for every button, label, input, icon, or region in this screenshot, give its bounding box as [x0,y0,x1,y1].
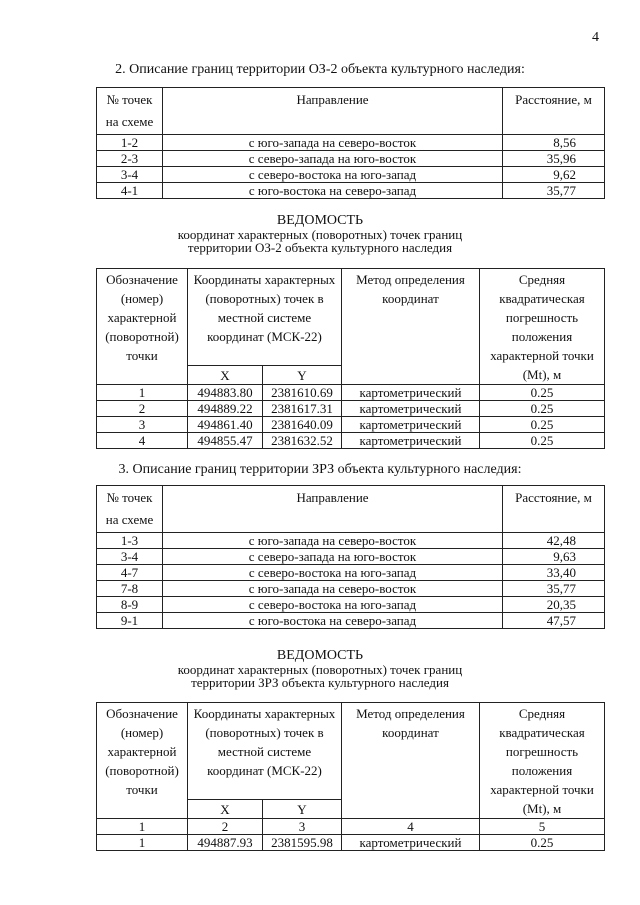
header-points: № точек на схеме [97,88,163,135]
cell-y: 2381610.69 [263,385,342,401]
table-row [97,417,605,433]
table-row [97,549,605,565]
cell-error: 0.25 [480,401,605,417]
cell-points: 3-4 [97,167,163,183]
header-points: № точек на схеме [97,486,163,533]
cell-y: 2381595.98 [263,835,342,851]
cell-distance: 9,63 [503,549,605,565]
vedomost-title: ВЕДОМОСТЬ [276,213,364,228]
cell-direction: с северо-востока на юго-запад [163,167,503,183]
header-direction: Направление [163,486,503,533]
cell-number: 1 [97,835,188,851]
cell-number: 1 [97,385,188,401]
cell-error: 0.25 [480,417,605,433]
header-error: Средняя квадратическая погрешность положения характерной точки (Mt), м [480,269,605,385]
section-2-segments-table [96,87,605,199]
section-2-coordinates-table [96,268,605,449]
header-coordinates: Координаты характерных (поворотных) точек в местной системе координат (МСК-22) [188,703,342,800]
section-3-coordinates-table [96,702,605,851]
cell-direction: с юго-запада на северо-восток [163,533,503,549]
cell-distance: 35,77 [503,183,605,199]
cell-method: картометрический [342,417,480,433]
vedomost-line-2: территории ОЗ-2 объекта культурного наследия [187,240,453,255]
page-number: 4 [592,30,599,45]
cell-direction: с юго-запада на северо-восток [163,581,503,597]
cell-distance: 33,40 [503,565,605,581]
header-distance: Расстояние, м [503,486,605,533]
table-row [97,835,605,851]
cell-distance: 35,77 [503,581,605,597]
cell-direction: с юго-востока на северо-запад [163,183,503,199]
table-row [97,565,605,581]
table-row [97,613,605,629]
header-designation: Обозначение (номер) характерной (поворотной) точки [97,703,188,819]
cell-distance: 20,35 [503,597,605,613]
cell-error: 0.25 [480,433,605,449]
section-2-heading: 2. Описание границ территории ОЗ-2 объекта культурного наследия: [115,62,525,77]
cell-points: 9-1 [97,613,163,629]
table-row [97,597,605,613]
table-row [97,581,605,597]
table-row [97,151,605,167]
cell-x: 494887.93 [188,835,263,851]
cell-error: 0.25 [480,385,605,401]
cell-direction: с северо-запада на юго-восток [163,151,503,167]
cell-method: картометрический [342,401,480,417]
cell-points: 7-8 [97,581,163,597]
column-number: 3 [263,819,342,835]
cell-points: 4-7 [97,565,163,581]
header-x: X [188,800,263,819]
cell-method: картометрический [342,835,480,851]
cell-method: картометрический [342,385,480,401]
table-row [97,167,605,183]
column-number: 5 [480,819,605,835]
header-distance: Расстояние, м [503,88,605,135]
cell-x: 494889.22 [188,401,263,417]
cell-distance: 42,48 [503,533,605,549]
table-row [97,183,605,199]
column-number: 4 [342,819,480,835]
cell-direction: с северо-запада на юго-восток [163,549,503,565]
cell-points: 1-2 [97,135,163,151]
header-x: X [188,366,263,385]
column-numbers-row [97,819,605,835]
cell-points: 1-3 [97,533,163,549]
section-3-segments-table [96,485,605,629]
header-direction: Направление [163,88,503,135]
vedomost-title: ВЕДОМОСТЬ [276,648,364,663]
cell-method: картометрический [342,433,480,449]
cell-x: 494883.80 [188,385,263,401]
cell-points: 3-4 [97,549,163,565]
cell-number: 2 [97,401,188,417]
cell-direction: с юго-запада на северо-восток [163,135,503,151]
cell-points: 8-9 [97,597,163,613]
vedomost-line-1: координат характерных (поворотных) точек границ [177,662,463,677]
table-row [97,385,605,401]
cell-y: 2381632.52 [263,433,342,449]
table-row [97,401,605,417]
column-number: 1 [97,819,188,835]
cell-direction: с северо-востока на юго-запад [163,565,503,581]
header-y: Y [263,366,342,385]
cell-points: 2-3 [97,151,163,167]
table-row [97,533,605,549]
cell-number: 4 [97,433,188,449]
header-method: Метод определения координат [342,269,480,385]
cell-distance: 35,96 [503,151,605,167]
cell-x: 494855.47 [188,433,263,449]
header-coordinates: Координаты характерных (поворотных) точек в местной системе координат (МСК-22) [188,269,342,366]
header-method: Метод определения координат [342,703,480,819]
header-y: Y [263,800,342,819]
cell-distance: 47,57 [503,613,605,629]
table-row [97,135,605,151]
cell-y: 2381617.31 [263,401,342,417]
cell-number: 3 [97,417,188,433]
cell-points: 4-1 [97,183,163,199]
section-2-vedomost [0,213,640,254]
cell-direction: с северо-востока на юго-запад [163,597,503,613]
vedomost-line-2: территории ЗРЗ объекта культурного наследия [191,675,449,690]
cell-error: 0.25 [480,835,605,851]
cell-y: 2381640.09 [263,417,342,433]
table-row [97,433,605,449]
header-error: Средняя квадратическая погрешность положения характерной точки (Mt), м [480,703,605,819]
vedomost-line-1: координат характерных (поворотных) точек границ [177,227,463,242]
cell-direction: с юго-востока на северо-запад [163,613,503,629]
cell-x: 494861.40 [188,417,263,433]
section-3-heading: 3. Описание границ территории ЗРЗ объекта культурного наследия: [118,462,522,477]
section-3-vedomost [0,648,640,689]
cell-distance: 8,56 [503,135,605,151]
cell-distance: 9,62 [503,167,605,183]
header-designation: Обозначение (номер) характерной (поворотной) точки [97,269,188,385]
column-number: 2 [188,819,263,835]
